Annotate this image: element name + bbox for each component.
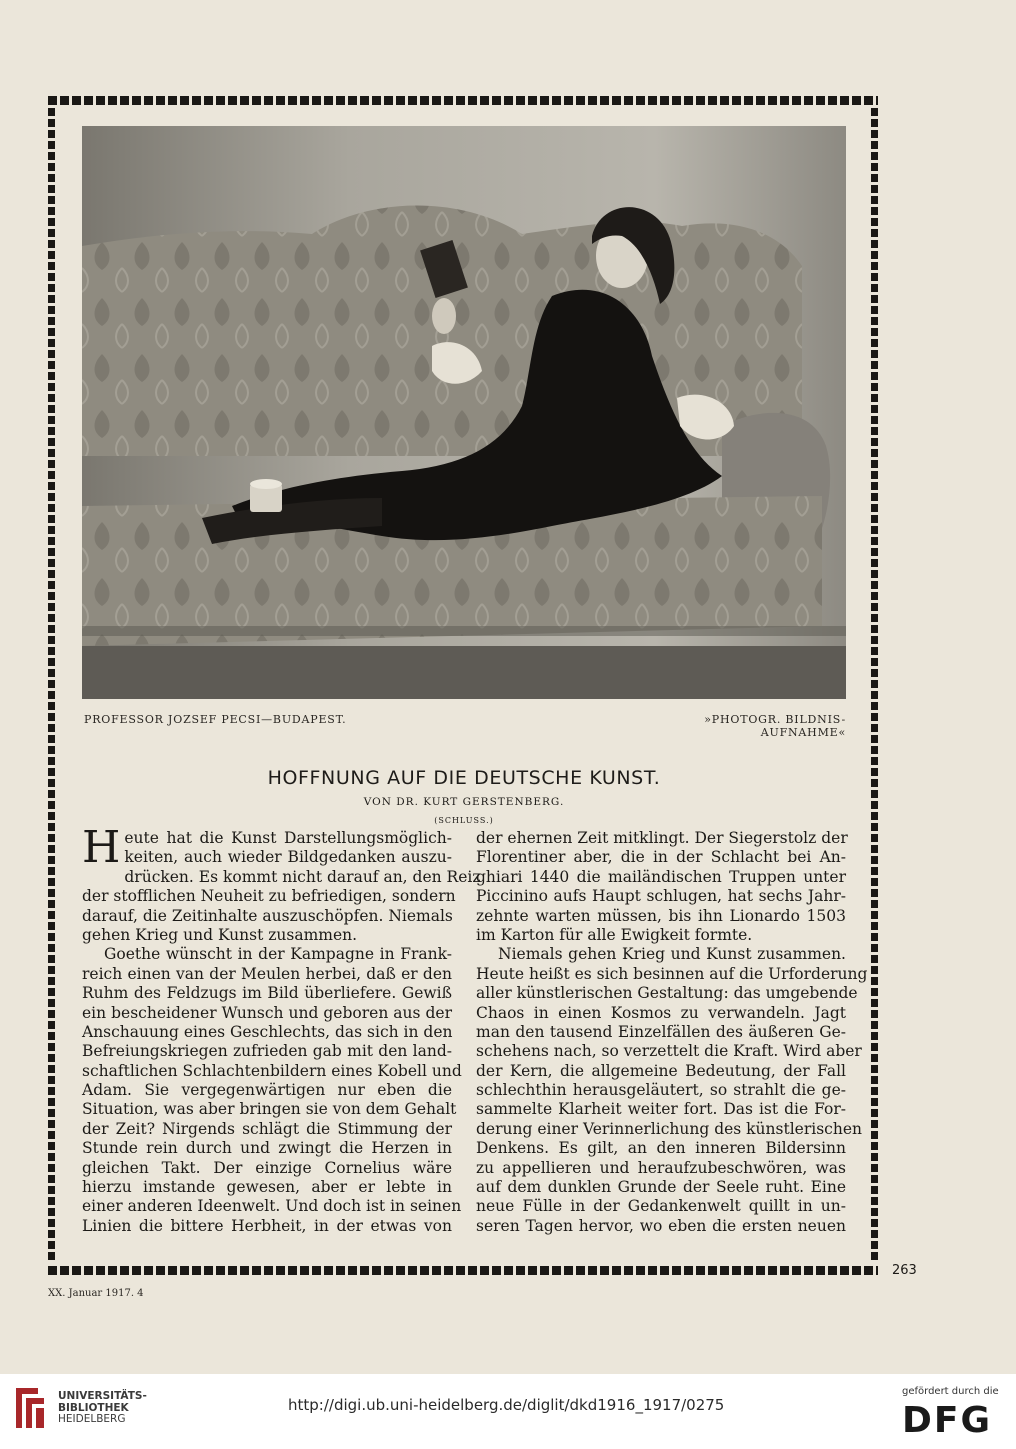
portrait-photograph: [82, 126, 846, 699]
text-line: aller künstlerischen Gestaltung: das umgebende: [476, 984, 858, 1003]
text-line: derung einer Verinnerlichung des künstlerischen: [476, 1119, 862, 1138]
text-line: Anschauung eines Geschlechts, das sich in den: [82, 1022, 453, 1041]
text-line: schlechthin herausgeläutert, so strahlt die ge-: [476, 1081, 846, 1100]
portrait-image: [82, 126, 846, 699]
article-note: (SCHLUSS.): [434, 816, 494, 825]
text-line: Denkens. Es gilt, an den inneren Bildersinn: [476, 1139, 846, 1158]
text-line: keiten, auch wieder Bildgedanken auszu-: [124, 848, 452, 867]
library-name-line: BIBLIOTHEK: [58, 1401, 129, 1414]
text-line: neue Fülle in der Gedankenwelt quillt in un-: [476, 1197, 846, 1216]
library-logo-icon: [12, 1386, 48, 1430]
text-line: Ruhm des Feldzugs im Bild überliefere. Gewiß: [82, 984, 452, 1003]
dfg-logo: DFG: [902, 1400, 993, 1441]
photo-caption-credit: PROFESSOR JOZSEF PECSI—BUDAPEST.: [84, 713, 347, 726]
photo-caption-title: »PHOTOGR. BILDNIS-AUFNAHME«: [704, 713, 846, 739]
library-name-line: UNIVERSITÄTS-: [58, 1390, 147, 1402]
text-line: einer anderen Ideenwelt. Und doch ist in seinen: [82, 1197, 462, 1216]
text-line: reich einen van der Meulen herbei, daß er den: [82, 964, 452, 983]
text-line: der Zeit? Nirgends schlägt die Stimmung der: [82, 1119, 452, 1138]
library-name: [58, 1391, 147, 1426]
text-line: sammelte Klarheit weiter fort. Das ist die For-: [476, 1100, 846, 1119]
text-line: zehnte warten müssen, bis ihn Lionardo 1503: [476, 906, 846, 925]
article-title: HOFFNUNG AUF DIE DEUTSCHE KUNST.: [267, 767, 661, 789]
text-line: Chaos in einen Kosmos zu verwandeln. Jagt: [476, 1003, 846, 1022]
border-right: [871, 108, 878, 1263]
issue-line: XX. Januar 1917. 4: [48, 1288, 144, 1299]
text-line: schaftlichen Schlachtenbildern eines Kobell und: [82, 1061, 462, 1080]
text-line: im Karton für alle Ewigkeit formte.: [476, 925, 753, 944]
border-left: [48, 108, 55, 1263]
page-number: 263: [892, 1263, 917, 1278]
text-line: Linien die bittere Herbheit, in der etwas von: [82, 1216, 452, 1235]
text-line: hierzu imstande gewesen, aber er lebte in: [82, 1178, 452, 1197]
text-line: Niemals gehen Krieg und Kunst zusammen.: [498, 945, 846, 964]
text-line: Goethe wünscht in der Kampagne in Frank-: [104, 945, 452, 964]
text-line: gleichen Takt. Der einzige Cornelius wäre: [82, 1158, 452, 1177]
text-line: der ehernen Zeit mitklingt. Der Siegerstolz der: [476, 829, 848, 847]
text-line: Florentiner aber, die in der Schlacht bei An-: [476, 848, 846, 867]
text-line: Piccinino aufs Haupt schlugen, hat sechs Jahr-: [476, 887, 846, 906]
text-line: der stofflichen Neuheit zu befriedigen, sondern: [82, 887, 456, 906]
text-line: schehens nach, so verzettelt die Kraft. Wird aber: [476, 1042, 862, 1061]
text-line: Stunde rein durch und zwingt die Herzen in: [82, 1139, 452, 1158]
text-line: seren Tagen hervor, wo eben die ersten neuen: [476, 1216, 846, 1235]
text-line: darauf, die Zeitinhalte auszuschöpfen. Niemals: [82, 906, 453, 925]
text-line: auf dem dunklen Grunde der Seele ruht. Eine: [476, 1178, 846, 1197]
funding-text: gefördert durch die: [902, 1386, 999, 1397]
text-line: Adam. Sie vergegenwärtigen nur eben die: [82, 1081, 452, 1100]
border-bottom: [48, 1266, 878, 1275]
text-line: Situation, was aber bringen sie von dem Gehalt: [82, 1100, 457, 1119]
text-line: Heute heißt es sich besinnen auf die Urforderung: [476, 964, 868, 983]
digitization-footer: [0, 1374, 1016, 1449]
text-line: drücken. Es kommt nicht darauf an, den Reiz: [124, 867, 481, 886]
text-line: Befreiungskriegen zufrieden gab mit den land-: [82, 1042, 452, 1061]
text-line: eute hat die Kunst Darstellungsmöglich-: [124, 829, 452, 847]
text-line: ein bescheidener Wunsch und geboren aus der: [82, 1003, 452, 1022]
text-line: gehen Krieg und Kunst zusammen.: [82, 925, 358, 944]
text-line: der Kern, die allgemeine Bedeutung, der Fall: [476, 1061, 846, 1080]
permalink-url[interactable]: http://digi.ub.uni-heidelberg.de/diglit/dkd1916_1917/0275: [288, 1396, 725, 1414]
text-column-left: [82, 822, 481, 1236]
border-top: [48, 96, 878, 105]
text-line: man den tausend Einzelfällen des äußeren Ge-: [476, 1022, 846, 1041]
article-author: VON DR. KURT GERSTENBERG.: [363, 796, 565, 808]
text-line: ghiari 1440 die mailändischen Truppen unter: [476, 867, 846, 886]
library-name-line: HEIDELBERG: [58, 1413, 126, 1425]
text-column-right: [476, 829, 868, 1236]
drop-cap: H: [82, 822, 121, 873]
text-line: zu appellieren und heraufzubeschwören, was: [476, 1158, 846, 1177]
